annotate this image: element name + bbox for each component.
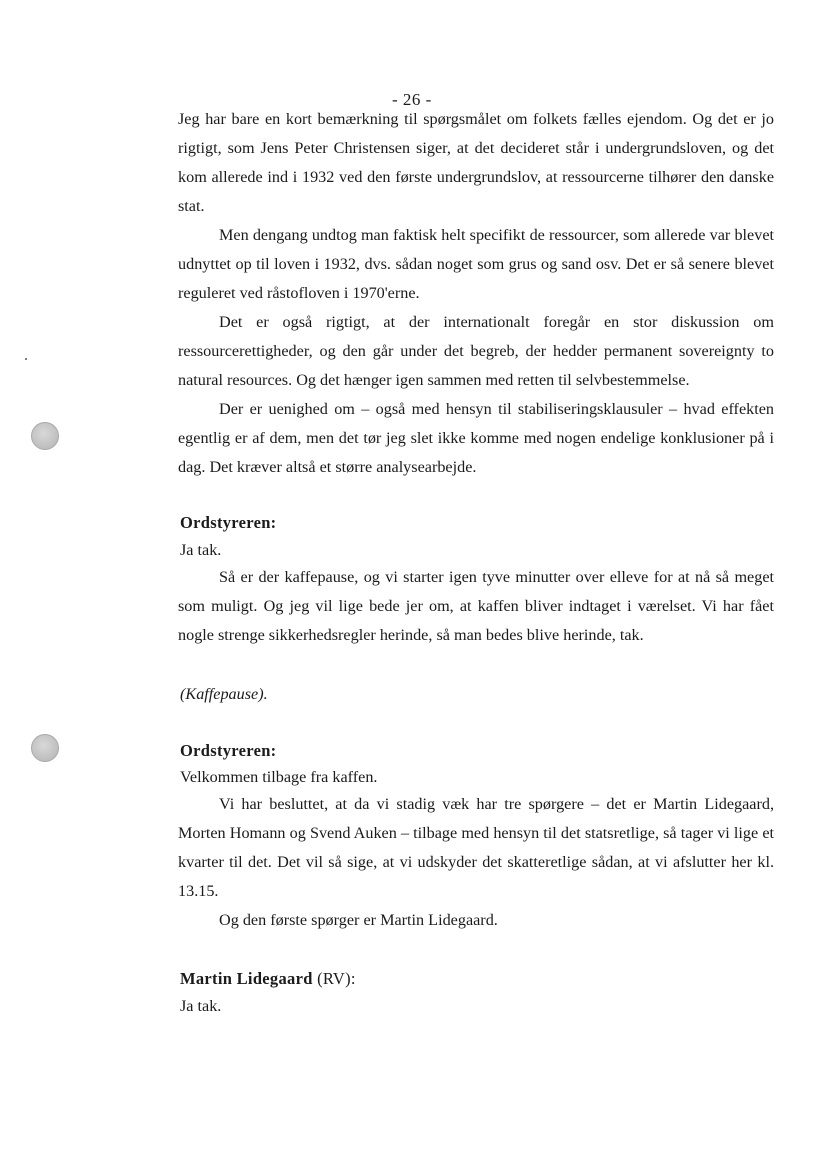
page-number: - 26 - bbox=[392, 90, 432, 109]
section-2 bbox=[178, 563, 774, 650]
pause-note: (Kaffepause). bbox=[180, 685, 268, 703]
section-3 bbox=[178, 790, 774, 935]
paragraph: Der er uenighed om – også med hensyn til stabiliseringsklausuler – hvad effekten egentlig er af dem, men det tør jeg slet ikke komme med nogen endelige konklusioner på i dag. Det kræver altså et større analysearbejde. bbox=[178, 400, 774, 476]
paragraph: Men dengang undtog man faktisk helt specifikt de ressourcer, som allerede var blevet udnyttet op til loven i 1932, dvs. sådan noget som grus og sand osv. Det er så senere blevet reguleret ved råstofloven i 1970'erne. bbox=[178, 226, 774, 302]
speaker-heading: Ordstyreren: bbox=[180, 513, 277, 532]
paragraph: Det er også rigtigt, at der internationalt foregår en stor diskussion om ressourcerettigheder, og den går under det begreb, der hedder permanent sovereignty to natural resources. Og det hænger igen sammen med retten til selvbestemmelse. bbox=[178, 313, 774, 389]
section-1 bbox=[178, 105, 774, 482]
speaker-name: Martin Lidegaard bbox=[180, 969, 313, 988]
speaker-first-line: Ja tak. bbox=[180, 997, 222, 1015]
speaker-first-line: Ja tak. bbox=[180, 541, 222, 559]
speaker-heading bbox=[180, 969, 356, 989]
paragraph: Jeg har bare en kort bemærkning til spørgsmålet om folkets fælles ejendom. Og det er jo rigtigt, som Jens Peter Christensen siger, at det decideret står i undergrundsloven, og det kom allerede ind i 1932 ved den første undergrundslov, at ressourcerne tilhører den danske stat. bbox=[178, 110, 774, 215]
paragraph: Og den første spørger er Martin Lidegaard. bbox=[219, 911, 498, 929]
speaker-first-line: Velkommen tilbage fra kaffen. bbox=[180, 768, 378, 786]
speaker-heading: Ordstyreren: bbox=[180, 741, 277, 760]
punch-hole-lower bbox=[31, 734, 59, 762]
scan-speck bbox=[25, 358, 27, 360]
speaker-party: (RV): bbox=[312, 969, 356, 988]
paragraph: Vi har besluttet, at da vi stadig væk har tre spørgere – det er Martin Lidegaard, Morten Homann og Svend Auken – tilbage med hensyn til det statsretlige, så tager vi lige et kvarter til det. Det vil så sige, at vi udskyder det skatteretlige sådan, at vi afslutter her kl. 13.15. bbox=[178, 795, 774, 900]
punch-hole-upper bbox=[31, 422, 59, 450]
paragraph: Så er der kaffepause, og vi starter igen tyve minutter over elleve for at nå så meget som muligt. Og jeg vil lige bede jer om, at kaffen bliver indtaget i værelset. Vi har fået nogle strenge sikkerhedsregler herinde, så man bedes blive herinde, tak. bbox=[178, 568, 774, 644]
